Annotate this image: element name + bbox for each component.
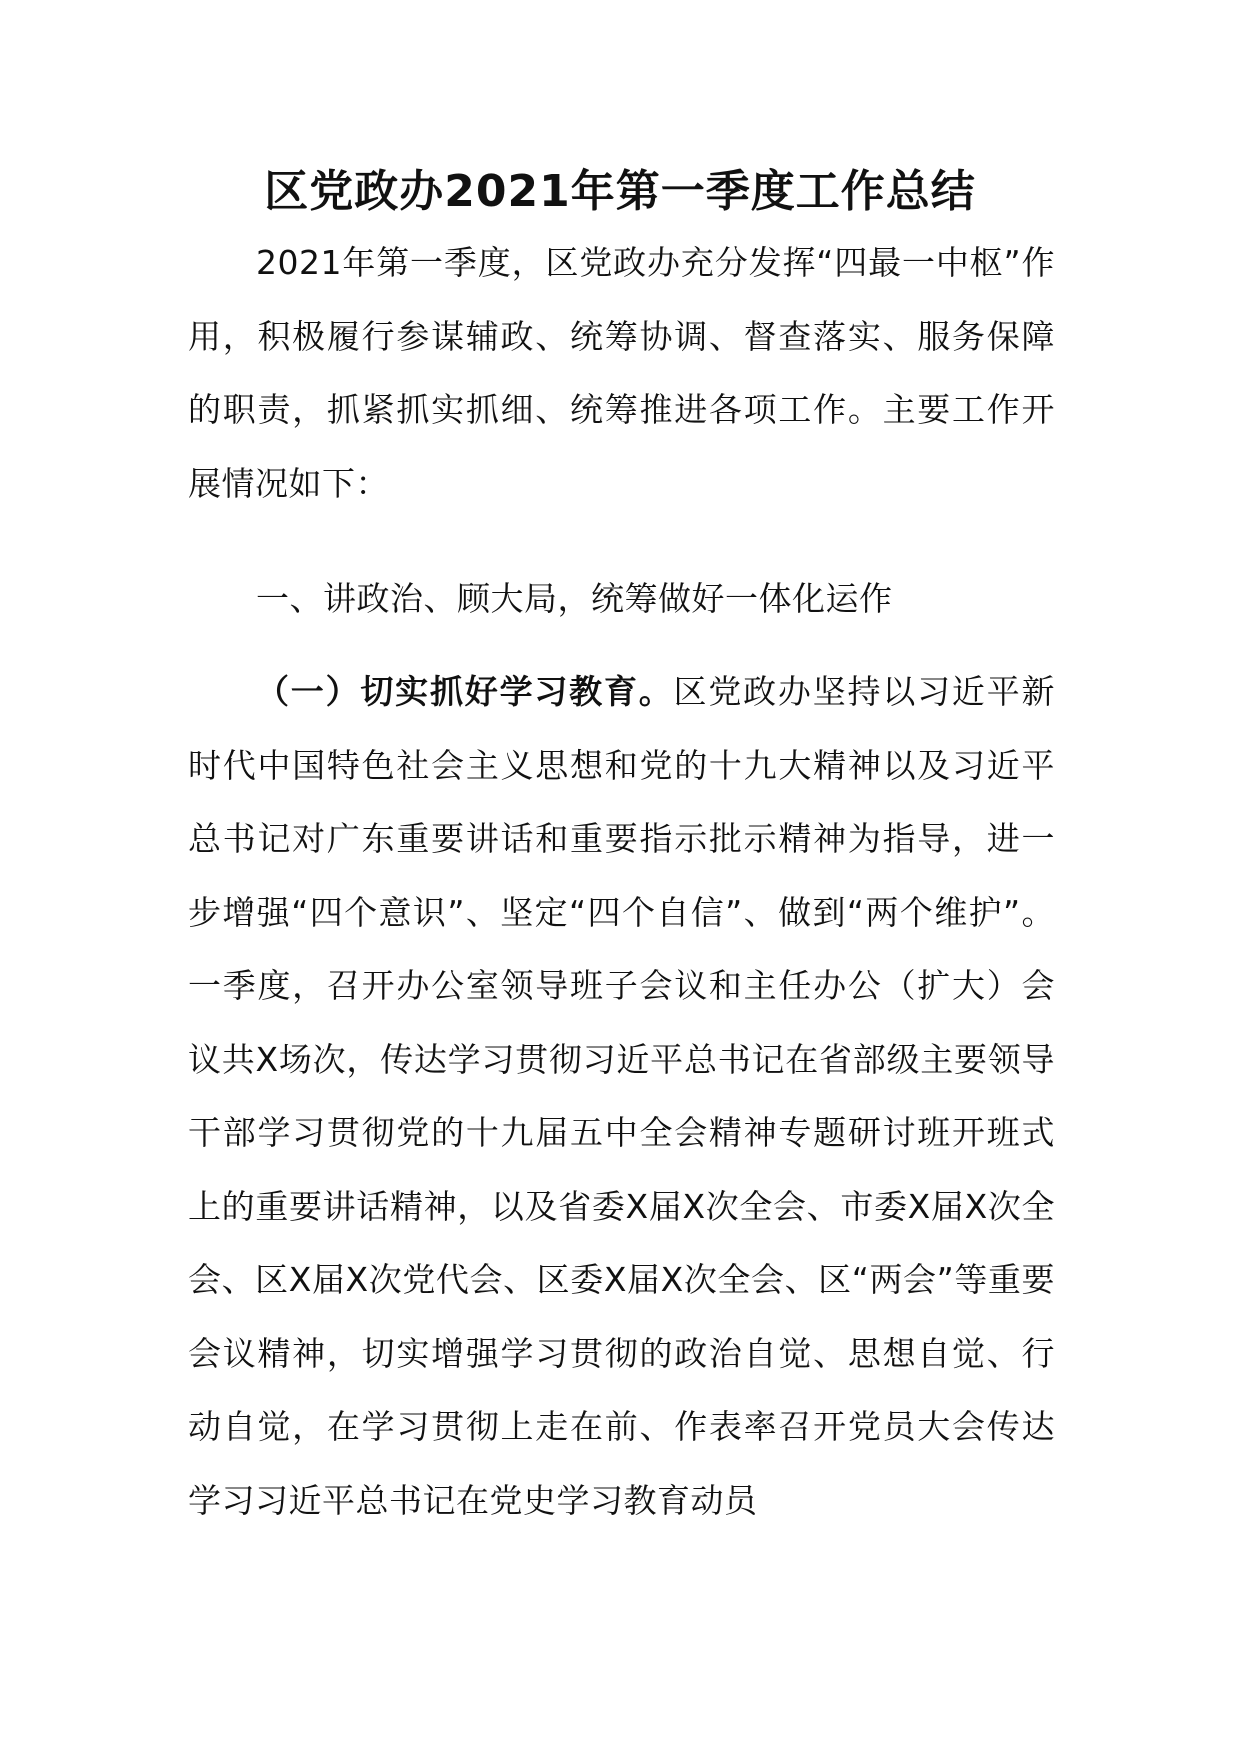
section-heading: 一、讲政治、顾大局，统筹做好一体化运作 [256,579,893,618]
item-body: 区党政办坚持以习近平新时代中国特色社会主义思想和党的十九大精神以及习近平总书记对广东重要讲话和重要指示批示精神为指导，进一步增强“四个意识”、坚定“四个自信”、做到“两个维护”。一季度，召开办公室领导班子会议和主任办公（扩大）会议共X场次，传达学习贯彻习近平总书记在省部级主要领导干部学习贯彻党的十九届五中全会精神专题研讨班开班式上的重要讲话精神，以及省委X届X次全会、市委X届X次全会、区X届X次党代会、区委X届X次全会、区“两会”等重要会议精神，切实增强学习贯彻的政治自觉、思想自觉、行动自觉，在学习贯彻上走在前、作表率召开党员大会传达学习习近平总书记在党史学习教育动员 [188,672,1056,1520]
intro-paragraph: 2021年第一季度，区党政办充分发挥“四最一中枢”作用，积极履行参谋辅政、统筹协调、督查落实、服务保障的职责，抓紧抓实抓细、统筹推进各项工作。主要工作开展情况如下： [188,243,1055,503]
item-paragraph [188,655,1055,1537]
document-title: 区党政办2021年第一季度工作总结 [264,166,976,217]
item-lead: （一）切实抓好学习教育。 [256,672,674,711]
